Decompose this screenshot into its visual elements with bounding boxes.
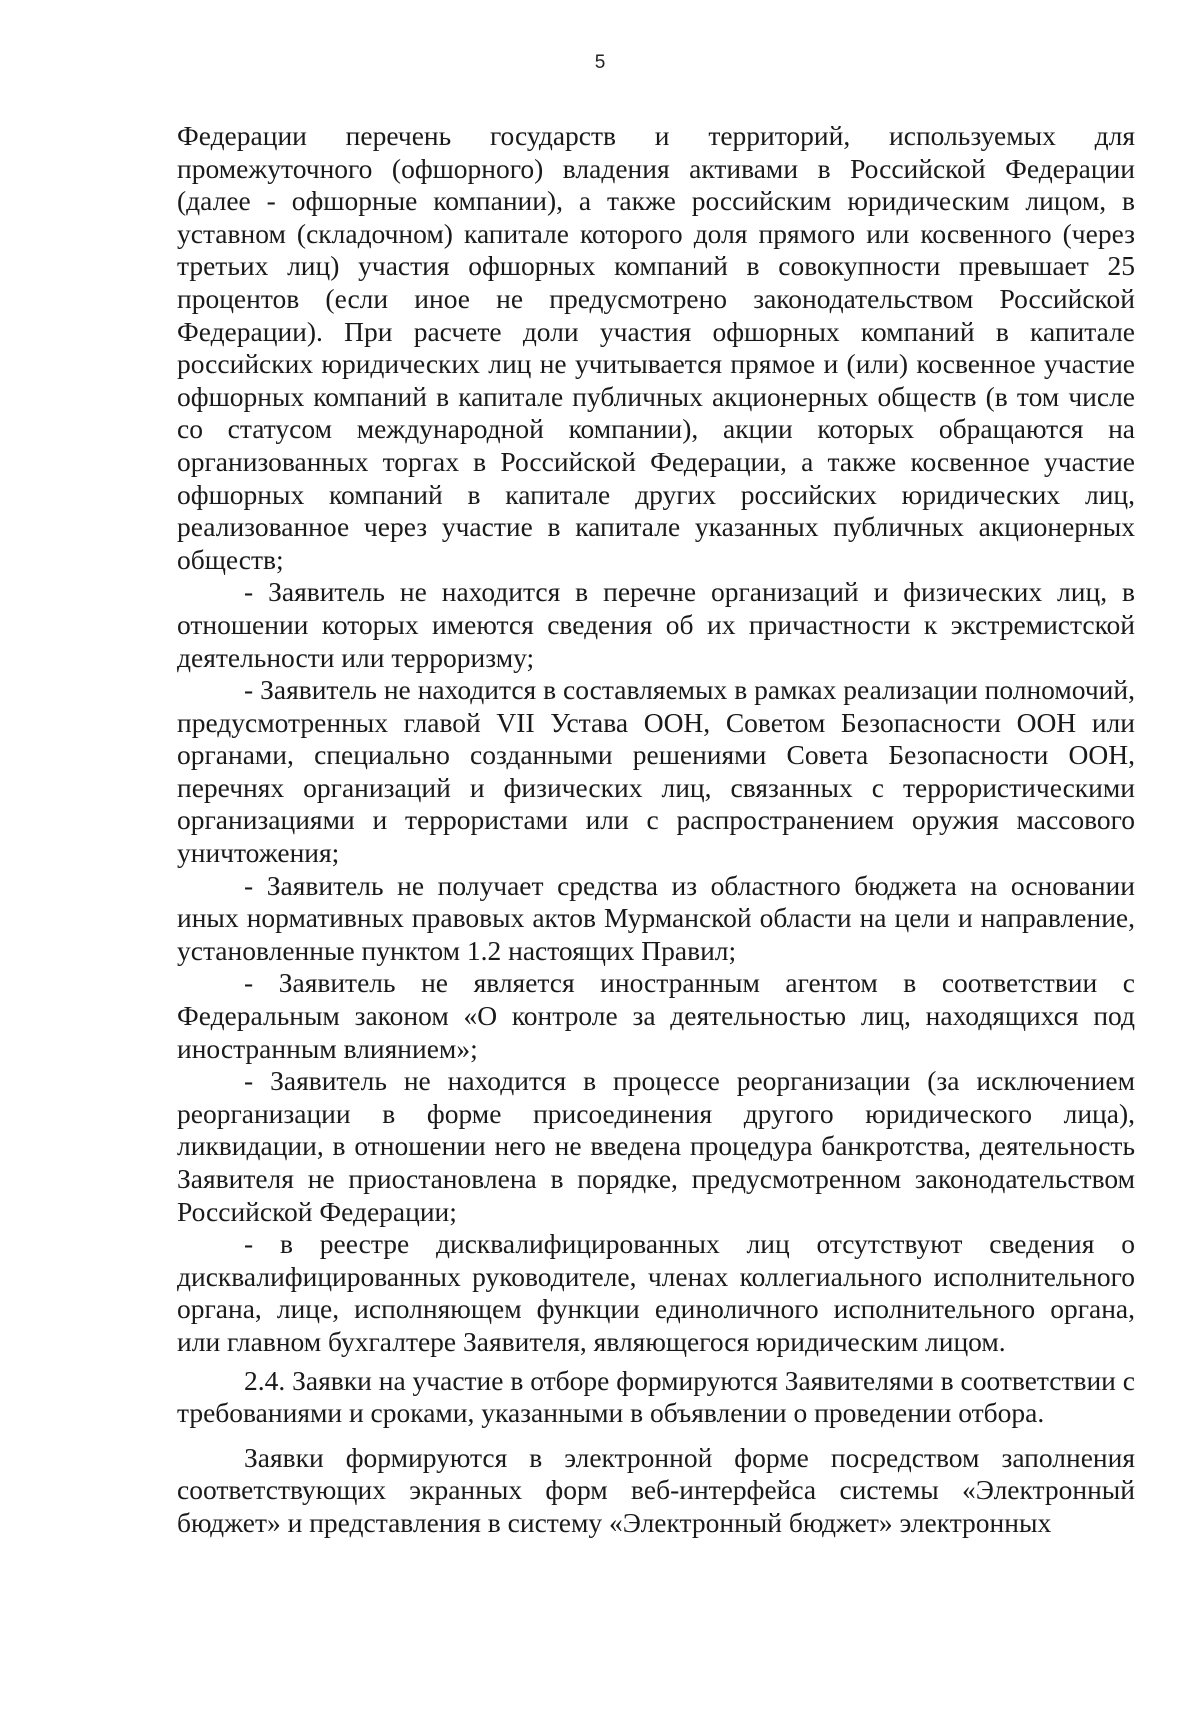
page-number: 5 [594,52,606,73]
paragraph-section-2-4: 2.4. Заявки на участие в отборе формируются Заявителями в соответствии с требованиями и сроками, указанными в объявлении о проведении отбора. [177,1364,1135,1429]
paragraph-electronic-budget: Заявки формируются в электронной форме посредством заполнения соответствующих экранных форм веб-интерфейса системы «Электронный бюджет» и представления в систему «Электронный бюджет» электронных [177,1441,1135,1538]
paragraph-reorganization: - Заявитель не находится в процессе реорганизации (за исключением реорганизации в форме присоединения другого юридического лица), ликвидации, в отношении него не введена процедура банкротства, деятельность Заявителя не приостановлена в порядке, предусмотренном законодательством Российской Федерации; [177,1065,1135,1227]
paragraph-budget-funds: - Заявитель не получает средства из областного бюджета на основании иных нормативных правовых актов Мурманской области на цели и направление, установленные пунктом 1.2 настоящих Правил; [177,869,1135,966]
paragraph-disqualified-persons: - в реестре дисквалифицированных лиц отсутствуют сведения о дисквалифицированных руководителе, членах коллегиального исполнительного органа, лице, исполняющем функции единоличного исполнительного органа, или главном бухгалтере Заявителя, являющегося юридическим лицом. [177,1228,1135,1357]
paragraph-foreign-agent: - Заявитель не является иностранным агентом в соответствии с Федеральным законом «О контроле за деятельностью лиц, находящихся под иностранным влиянием»; [177,967,1135,1064]
paragraph-un-sanctions-list: - Заявитель не находится в составляемых в рамках реализации полномочий, предусмотренных главой VII Устава ООН, Советом Безопасности ООН или органами, специально созданными решениями Совета Безопасности ООН, перечнях организаций и физических лиц, связанных с террористическими организациями и террористами или с распространением оружия массового уничтожения; [177,674,1135,869]
paragraph-extremism-list: - Заявитель не находится в перечне организаций и физических лиц, в отношении которых имеются сведения об их причастности к экстремистской деятельности или терроризму; [177,576,1135,673]
document-body [177,120,1135,1540]
paragraph-offshore-continuation: Федерации перечень государств и территорий, используемых для промежуточного (офшорного) владения активами в Российской Федерации (далее - офшорные компании), а также российским юридическим лицом, в уставном (складочном) капитале которого доля прямого или косвенного (через третьих лиц) участия офшорных компаний в совокупности превышает 25 процентов (если иное не предусмотрено законодательством Российской Федерации). При расчете доли участия офшорных компаний в капитале российских юридических лиц не учитывается прямое и (или) косвенное участие офшорных компаний в капитале публичных акционерных обществ (в том числе со статусом международной компании), акции которых обращаются на организованных торгах в Российской Федерации, а также косвенное участие офшорных компаний в капитале других российских юридических лиц, реализованное через участие в капитале указанных публичных акционерных обществ; [177,120,1135,575]
